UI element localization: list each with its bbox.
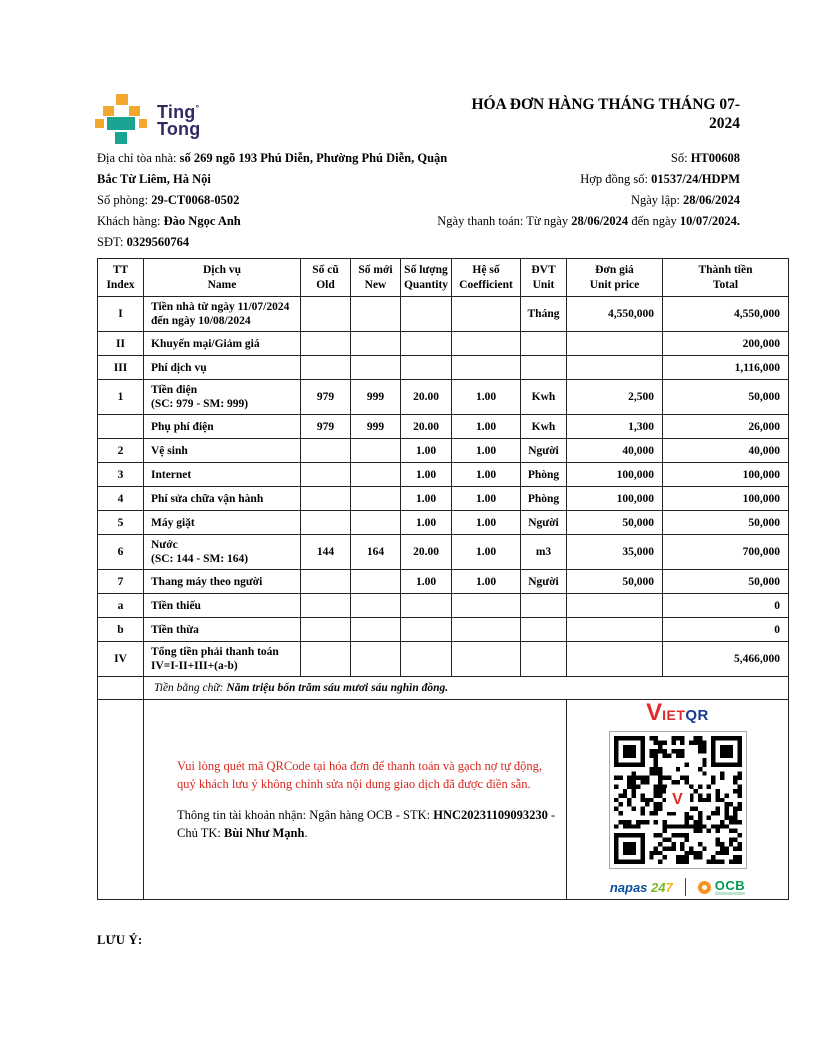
vietqr-block	[609, 699, 747, 897]
cell-tt: 7	[98, 570, 144, 594]
cell-total: 50,000	[663, 511, 789, 535]
table-row	[98, 380, 789, 415]
cell-qty: 20.00	[401, 535, 452, 570]
cell-price	[567, 356, 663, 380]
column-header: Số cũ Old	[301, 259, 351, 297]
cell-new: 164	[351, 535, 401, 570]
cell-new	[351, 618, 401, 642]
qr-code	[609, 731, 747, 869]
napas-logo: napas 247	[609, 879, 673, 895]
cell-total: 100,000	[663, 487, 789, 511]
cell-unit	[521, 642, 567, 677]
cell-name: Tổng tiền phải thanh toán IV=I-II+III+(a-b)	[144, 642, 301, 677]
cell-unit: Phòng	[521, 487, 567, 511]
room-value: 29-CT0068-0502	[151, 193, 240, 207]
cell-name: Khuyến mại/Giảm giá	[144, 332, 301, 356]
cell-empty	[98, 677, 144, 700]
qr-payment-row	[98, 700, 789, 900]
logo-divider	[685, 878, 686, 896]
invoice-table	[97, 258, 789, 900]
cell-new	[351, 487, 401, 511]
cell-tt: III	[98, 356, 144, 380]
cell-unit: Người	[521, 511, 567, 535]
account-number: HNC20231109093230	[433, 808, 548, 822]
column-header: Số lượng Quantity	[401, 259, 452, 297]
cell-old: 979	[301, 380, 351, 415]
cell-tt: 3	[98, 463, 144, 487]
cell-name: Phí dịch vụ	[144, 356, 301, 380]
cell-tt: I	[98, 297, 144, 332]
cell-new	[351, 642, 401, 677]
cell-old	[301, 642, 351, 677]
info-line-address2	[97, 172, 788, 193]
column-header: ĐVT Unit	[521, 259, 567, 297]
column-header: Hệ số Coefficient	[452, 259, 521, 297]
table-header-row	[98, 259, 789, 297]
cell-qty: 1.00	[401, 511, 452, 535]
cell-new	[351, 463, 401, 487]
cell-coef: 1.00	[452, 463, 521, 487]
table-row	[98, 297, 789, 332]
cell-coef: 1.00	[452, 439, 521, 463]
cell-name: Tiền thừa	[144, 618, 301, 642]
cell-old	[301, 511, 351, 535]
room-label: Số phòng:	[97, 193, 152, 207]
customer-label: Khách hàng:	[97, 214, 164, 228]
table-row	[98, 594, 789, 618]
cell-tt: 4	[98, 487, 144, 511]
cell-old: 144	[301, 535, 351, 570]
table-row	[98, 332, 789, 356]
column-header: Số mới New	[351, 259, 401, 297]
cell-new	[351, 594, 401, 618]
info-line-address	[97, 151, 788, 172]
cell-unit	[521, 594, 567, 618]
cell-old	[301, 439, 351, 463]
cell-qty	[401, 297, 452, 332]
cell-total: 0	[663, 618, 789, 642]
invoice-table-body	[98, 297, 789, 677]
cell-unit: m3	[521, 535, 567, 570]
info-line-phone	[97, 235, 788, 256]
cell-price: 50,000	[567, 511, 663, 535]
amount-in-words-value: Năm triệu bốn trăm sáu mươi sáu nghìn đồng.	[226, 682, 449, 694]
cell-price: 2,500	[567, 380, 663, 415]
payment-date-line: Ngày thanh toán: Từ ngày 28/06/2024 đến ngày 10/07/2024.	[437, 214, 740, 228]
cell-total: 50,000	[663, 380, 789, 415]
cell-tt	[98, 415, 144, 439]
amount-in-words-label: Tiền bằng chữ:	[154, 682, 227, 694]
invoice-number-line: Số: HT00608	[670, 151, 740, 165]
cell-name: Nước (SC: 144 - SM: 164)	[144, 535, 301, 570]
cell-coef	[452, 618, 521, 642]
cell-new: 999	[351, 415, 401, 439]
cell-coef: 1.00	[452, 380, 521, 415]
cell-price: 35,000	[567, 535, 663, 570]
cell-coef: 1.00	[452, 487, 521, 511]
cell-tt: a	[98, 594, 144, 618]
cell-qty: 20.00	[401, 415, 452, 439]
ocb-logo-icon	[698, 881, 711, 894]
address-value-2: Bắc Từ Liêm, Hà Nội	[97, 172, 211, 186]
cell-tt: b	[98, 618, 144, 642]
issue-date-line: Ngày lập: 28/06/2024	[630, 193, 740, 207]
cell-qty	[401, 594, 452, 618]
cell-new	[351, 297, 401, 332]
phone-label: SĐT:	[97, 235, 127, 249]
cell-total: 26,000	[663, 415, 789, 439]
cell-name: Internet	[144, 463, 301, 487]
cell-unit: Phòng	[521, 463, 567, 487]
cell-price	[567, 594, 663, 618]
cell-unit: Kwh	[521, 380, 567, 415]
cell-coef: 1.00	[452, 535, 521, 570]
cell-price	[567, 642, 663, 677]
address-label: Địa chỉ tòa nhà:	[97, 151, 180, 165]
qr-footer-logos	[609, 877, 747, 897]
invoice-info	[97, 151, 788, 256]
cell-coef: 1.00	[452, 511, 521, 535]
cell-tt: 5	[98, 511, 144, 535]
cell-total: 100,000	[663, 463, 789, 487]
ocb-logo	[698, 877, 746, 895]
cell-price: 1,300	[567, 415, 663, 439]
cell-old	[301, 594, 351, 618]
cell-name: Vệ sinh	[144, 439, 301, 463]
cell-price: 100,000	[567, 463, 663, 487]
cell-qty	[401, 618, 452, 642]
cell-coef: 1.00	[452, 415, 521, 439]
phone-value: 0329560764	[126, 235, 190, 249]
cell-tt: II	[98, 332, 144, 356]
cell-total: 40,000	[663, 439, 789, 463]
cell-new	[351, 439, 401, 463]
column-header: TT Index	[98, 259, 144, 297]
contract-number: 01537/24/HDPM	[651, 172, 740, 186]
cell-unit	[521, 332, 567, 356]
cell-tt: IV	[98, 642, 144, 677]
table-row	[98, 415, 789, 439]
ocb-logo-text: OCB	[714, 877, 746, 893]
cell-qty	[401, 332, 452, 356]
cell-unit	[521, 618, 567, 642]
amount-in-words-cell	[144, 677, 789, 700]
info-line-room	[97, 193, 788, 214]
qr-code-cell	[567, 700, 789, 900]
cell-coef	[452, 297, 521, 332]
cell-tt: 1	[98, 380, 144, 415]
cell-total: 5,466,000	[663, 642, 789, 677]
cell-coef	[452, 332, 521, 356]
table-row	[98, 570, 789, 594]
cell-total: 0	[663, 594, 789, 618]
amount-in-words-row	[98, 677, 789, 700]
cell-qty	[401, 356, 452, 380]
table-row	[98, 511, 789, 535]
cell-new	[351, 356, 401, 380]
invoice-number: HT00608	[690, 151, 740, 165]
cell-new: 999	[351, 380, 401, 415]
cell-price	[567, 618, 663, 642]
cell-old	[301, 570, 351, 594]
cell-total: 4,550,000	[663, 297, 789, 332]
note-label: LƯU Ý:	[97, 933, 143, 947]
table-row	[98, 356, 789, 380]
account-holder: Bùi Như Mạnh	[224, 826, 305, 840]
cell-old	[301, 297, 351, 332]
cell-qty	[401, 642, 452, 677]
cell-qty: 20.00	[401, 380, 452, 415]
cell-qty: 1.00	[401, 463, 452, 487]
cell-price: 50,000	[567, 570, 663, 594]
cell-unit: Người	[521, 439, 567, 463]
table-row	[98, 463, 789, 487]
cell-price: 40,000	[567, 439, 663, 463]
vietqr-logo: VIETQR	[646, 699, 709, 726]
cell-unit: Kwh	[521, 415, 567, 439]
cell-tt: 2	[98, 439, 144, 463]
column-header: Dịch vụ Name	[144, 259, 301, 297]
column-header: Đơn giá Unit price	[567, 259, 663, 297]
table-row	[98, 618, 789, 642]
cell-old	[301, 463, 351, 487]
cell-price: 100,000	[567, 487, 663, 511]
cell-old	[301, 356, 351, 380]
cell-new	[351, 511, 401, 535]
table-row	[98, 535, 789, 570]
cell-name: Máy giặt	[144, 511, 301, 535]
issue-date: 28/06/2024	[683, 193, 740, 207]
cell-qty: 1.00	[401, 487, 452, 511]
cell-coef	[452, 642, 521, 677]
cell-tt: 6	[98, 535, 144, 570]
cell-empty	[98, 700, 144, 900]
table-row	[98, 642, 789, 677]
cell-name: Tiền nhà từ ngày 11/07/2024 đến ngày 10/08/2024	[144, 297, 301, 332]
cell-total: 700,000	[663, 535, 789, 570]
customer-value: Đào Ngọc Anh	[163, 214, 241, 228]
cell-new	[351, 332, 401, 356]
cell-new	[351, 570, 401, 594]
cell-unit	[521, 356, 567, 380]
cell-total: 50,000	[663, 570, 789, 594]
cell-price: 4,550,000	[567, 297, 663, 332]
cell-name: Phí sửa chữa vận hành	[144, 487, 301, 511]
cell-qty: 1.00	[401, 570, 452, 594]
cell-old: 979	[301, 415, 351, 439]
cell-coef: 1.00	[452, 570, 521, 594]
contract-number-line: Hợp đồng số: 01537/24/HDPM	[580, 172, 740, 186]
cell-name: Thang máy theo người	[144, 570, 301, 594]
payment-instructions-cell	[144, 700, 567, 900]
cell-name: Phụ phí điện	[144, 415, 301, 439]
cell-name: Tiền điện (SC: 979 - SM: 999)	[144, 380, 301, 415]
vietqr-center-mark: V	[666, 788, 690, 812]
cell-price	[567, 332, 663, 356]
address-value: số 269 ngõ 193 Phú Diễn, Phường Phú Diễn, Quận	[179, 151, 448, 165]
column-header: Thành tiền Total	[663, 259, 789, 297]
cell-unit: Tháng	[521, 297, 567, 332]
qr-notice-text: Vui lòng quét mã QRCode tại hóa đơn để thanh toán và gạch nợ tự động, quý khách lưu ý không chỉnh sửa nội dung giao dịch đã được điền sẵn.	[177, 759, 543, 791]
account-info-text: Thông tin tài khoản nhận: Ngân hàng OCB - STK: HNC20231109093230 - Chủ TK: Bùi Như Mạnh.	[177, 808, 556, 840]
cell-total: 200,000	[663, 332, 789, 356]
tingtong-logo	[95, 94, 200, 144]
tingtong-logo-icon	[95, 94, 147, 144]
page-title: HÓA ĐƠN HÀNG THÁNG THÁNG 07- 2024	[471, 96, 740, 132]
cell-coef	[452, 356, 521, 380]
cell-old	[301, 487, 351, 511]
table-row	[98, 487, 789, 511]
cell-coef	[452, 594, 521, 618]
tingtong-logo-text: Ting° Tong	[157, 102, 201, 139]
cell-unit: Người	[521, 570, 567, 594]
cell-old	[301, 618, 351, 642]
info-line-customer	[97, 214, 788, 235]
table-row	[98, 439, 789, 463]
cell-total: 1,116,000	[663, 356, 789, 380]
cell-name: Tiền thiếu	[144, 594, 301, 618]
cell-old	[301, 332, 351, 356]
cell-qty: 1.00	[401, 439, 452, 463]
